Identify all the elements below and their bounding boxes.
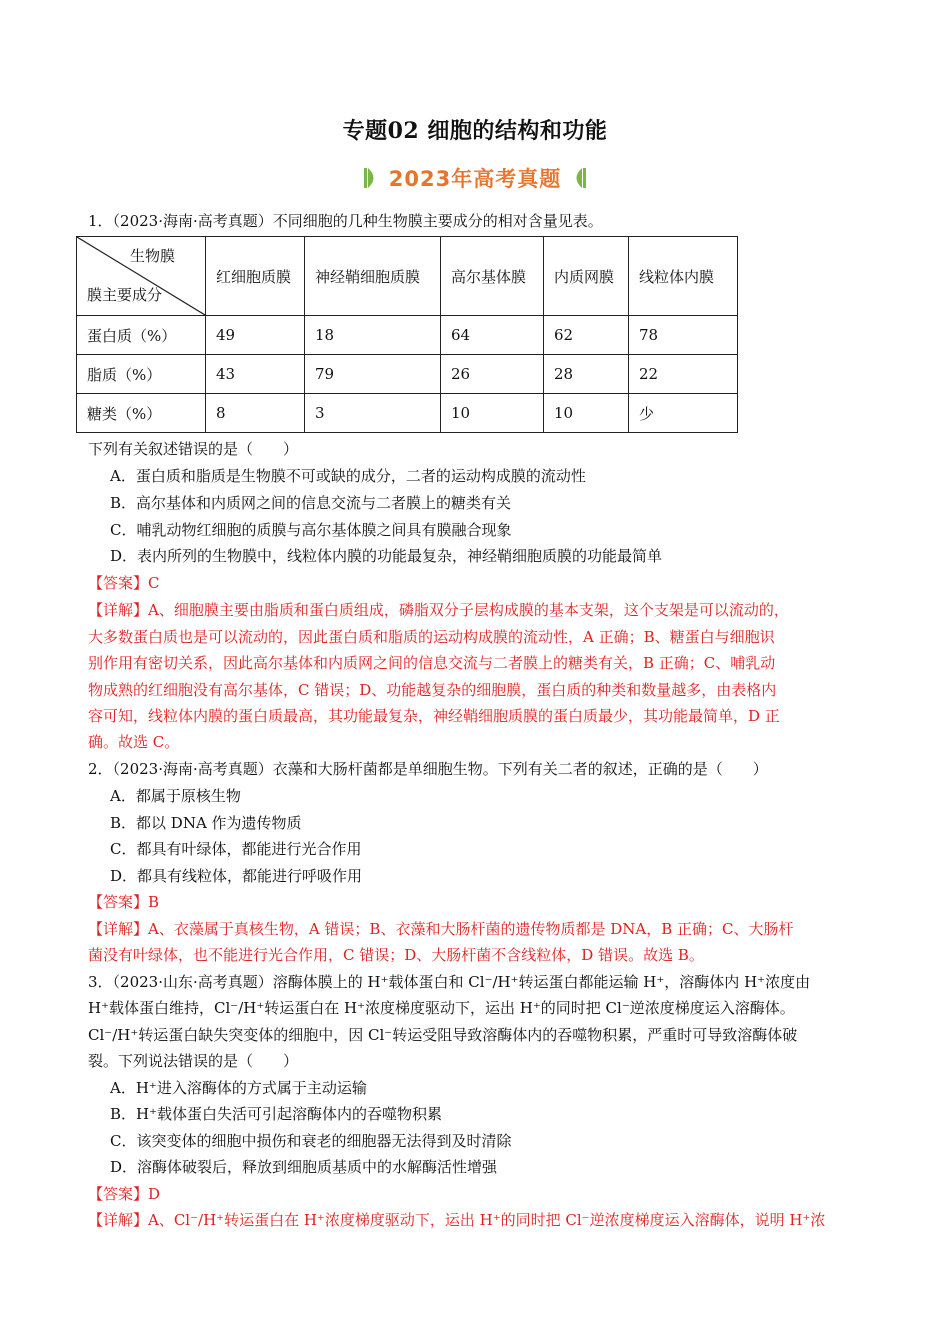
table-row <box>77 316 738 355</box>
table-cell: 79 <box>305 355 441 394</box>
column-header: 红细胞质膜 <box>206 237 305 316</box>
table-row <box>77 394 738 433</box>
question-1-option-b: B．高尔基体和内质网之间的信息交流与二者膜上的糖类有关 <box>110 494 512 512</box>
question-3-option-d: D．溶酶体破裂后，释放到细胞质基质中的水解酶活性增强 <box>110 1158 498 1176</box>
table-cell: 49 <box>206 316 305 355</box>
question-2-explain-line: 菌没有叶绿体，也不能进行光合作用，C 错误；D、大肠杆菌不含线粒体，D 错误。故选 B。 <box>88 946 704 964</box>
question-2-option-d: D．都具有线粒体，都能进行呼吸作用 <box>110 867 363 885</box>
table-corner-cell <box>77 237 206 316</box>
question-3-option-b: B．H⁺载体蛋白失活可引起溶酶体内的吞噬物积累 <box>110 1105 443 1123</box>
table-cell: 3 <box>305 394 441 433</box>
table-cell: 10 <box>544 394 629 433</box>
table-header-row <box>77 237 738 316</box>
question-2-option-a: A．都属于原核生物 <box>110 787 241 805</box>
table-cell: 10 <box>441 394 544 433</box>
question-1-option-a: A．蛋白质和脂质是生物膜不可或缺的成分，二者的运动构成膜的流动性 <box>110 467 586 485</box>
page-title: 专题02 细胞的结构和功能 <box>342 118 608 144</box>
column-header: 神经鞘细胞质膜 <box>305 237 441 316</box>
question-3-stem-line: 3．（2023·山东·高考真题）溶酶体膜上的 H⁺载体蛋白和 Cl⁻/H⁺转运蛋白都能运输 H⁺，溶酶体内 H⁺浓度由 <box>88 973 811 991</box>
question-1-explain-line: 确。故选 C。 <box>88 733 180 751</box>
banner-text: 2023年高考真题 <box>388 167 562 191</box>
table-cell: 78 <box>629 316 738 355</box>
membrane-table <box>76 236 738 433</box>
table-cell: 64 <box>441 316 544 355</box>
question-1-explain-line: 物成熟的红细胞没有高尔基体，C 错误；D、功能越复杂的细胞膜，蛋白质的种类和数量越多，由表格内 <box>88 681 777 699</box>
question-1-answer: 【答案】C <box>88 574 160 592</box>
question-3-stem-line: 裂。下列说法错误的是（ ） <box>88 1052 299 1070</box>
question-2-stem: 2．（2023·海南·高考真题）衣藻和大肠杆菌都是单细胞生物。下列有关二者的叙述，正确的是（ ） <box>88 760 768 778</box>
question-2-answer: 【答案】B <box>88 893 160 911</box>
question-3-answer: 【答案】D <box>88 1185 161 1203</box>
right-leaf-icon <box>571 164 587 192</box>
row-label: 蛋白质（%） <box>77 316 206 355</box>
question-1-explain-line: 容可知，线粒体内膜的蛋白质最高，其功能最复杂，神经鞘细胞质膜的蛋白质最少，其功能最简单，D 正 <box>88 707 780 725</box>
question-3-option-a: A．H⁺进入溶酶体的方式属于主动运输 <box>110 1079 367 1097</box>
table-row <box>77 355 738 394</box>
question-3-explain-line: 【详解】A、Cl⁻/H⁺转运蛋白在 H⁺浓度梯度驱动下，运出 H⁺的同时把 Cl⁻逆浓度梯度运入溶酶体，说明 H⁺浓 <box>88 1211 826 1229</box>
question-1-option-d: D．表内所列的生物膜中，线粒体内膜的功能最复杂，神经鞘细胞质膜的功能最简单 <box>110 547 663 565</box>
question-3-option-c: C．该突变体的细胞中损伤和衰老的细胞器无法得到及时清除 <box>110 1132 512 1150</box>
column-header: 线粒体内膜 <box>629 237 738 316</box>
question-1-explain-line: 大多数蛋白质也是可以流动的，因此蛋白质和脂质的运动构成膜的流动性，A 正确；B、糖蛋白与细胞识 <box>88 628 775 646</box>
question-2-option-b: B．都以 DNA 作为遗传物质 <box>110 814 302 832</box>
table-cell: 8 <box>206 394 305 433</box>
corner-top-label: 生物膜 <box>129 247 175 265</box>
question-2-explain-line: 【详解】A、衣藻属于真核生物，A 错误；B、衣藻和大肠杆菌的遗传物质都是 DNA，B 正确；C、大肠杆 <box>88 920 794 938</box>
question-2-option-c: C．都具有叶绿体，都能进行光合作用 <box>110 840 362 858</box>
question-1-explain-line: 【详解】A、细胞膜主要由脂质和蛋白质组成，磷脂双分子层构成膜的基本支架，这个支架是可以流动的， <box>88 601 789 619</box>
column-header: 内质网膜 <box>544 237 629 316</box>
table-cell: 少 <box>629 394 738 433</box>
question-3-stem-line: Cl⁻/H⁺转运蛋白缺失突变体的细胞中，因 Cl⁻转运受阻导致溶酶体内的吞噬物积累，严重时可导致溶酶体破 <box>88 1026 798 1044</box>
left-leaf-icon <box>363 164 379 192</box>
corner-bottom-label: 膜主要成分 <box>87 286 163 304</box>
table-cell: 26 <box>441 355 544 394</box>
row-label: 脂质（%） <box>77 355 206 394</box>
table-cell: 62 <box>544 316 629 355</box>
question-1-explain-line: 别作用有密切关系，因此高尔基体和内质网之间的信息交流与二者膜上的糖类有关，B 正确；C、哺乳动 <box>88 654 776 672</box>
table-cell: 43 <box>206 355 305 394</box>
table-cell: 28 <box>544 355 629 394</box>
row-label: 糖类（%） <box>77 394 206 433</box>
column-header: 高尔基体膜 <box>441 237 544 316</box>
year-banner <box>0 163 950 196</box>
question-1-stem: 1．（2023·海南·高考真题）不同细胞的几种生物膜主要成分的相对含量见表。 <box>88 212 603 230</box>
question-1-prompt: 下列有关叙述错误的是（ ） <box>88 440 299 458</box>
table-cell: 18 <box>305 316 441 355</box>
table-cell: 22 <box>629 355 738 394</box>
question-3-stem-line: H⁺载体蛋白维持，Cl⁻/H⁺转运蛋白在 H⁺浓度梯度驱动下，运出 H⁺的同时把 Cl⁻逆浓度梯度运入溶酶体。 <box>88 999 795 1017</box>
question-1-option-c: C．哺乳动物红细胞的质膜与高尔基体膜之间具有膜融合现象 <box>110 521 512 539</box>
